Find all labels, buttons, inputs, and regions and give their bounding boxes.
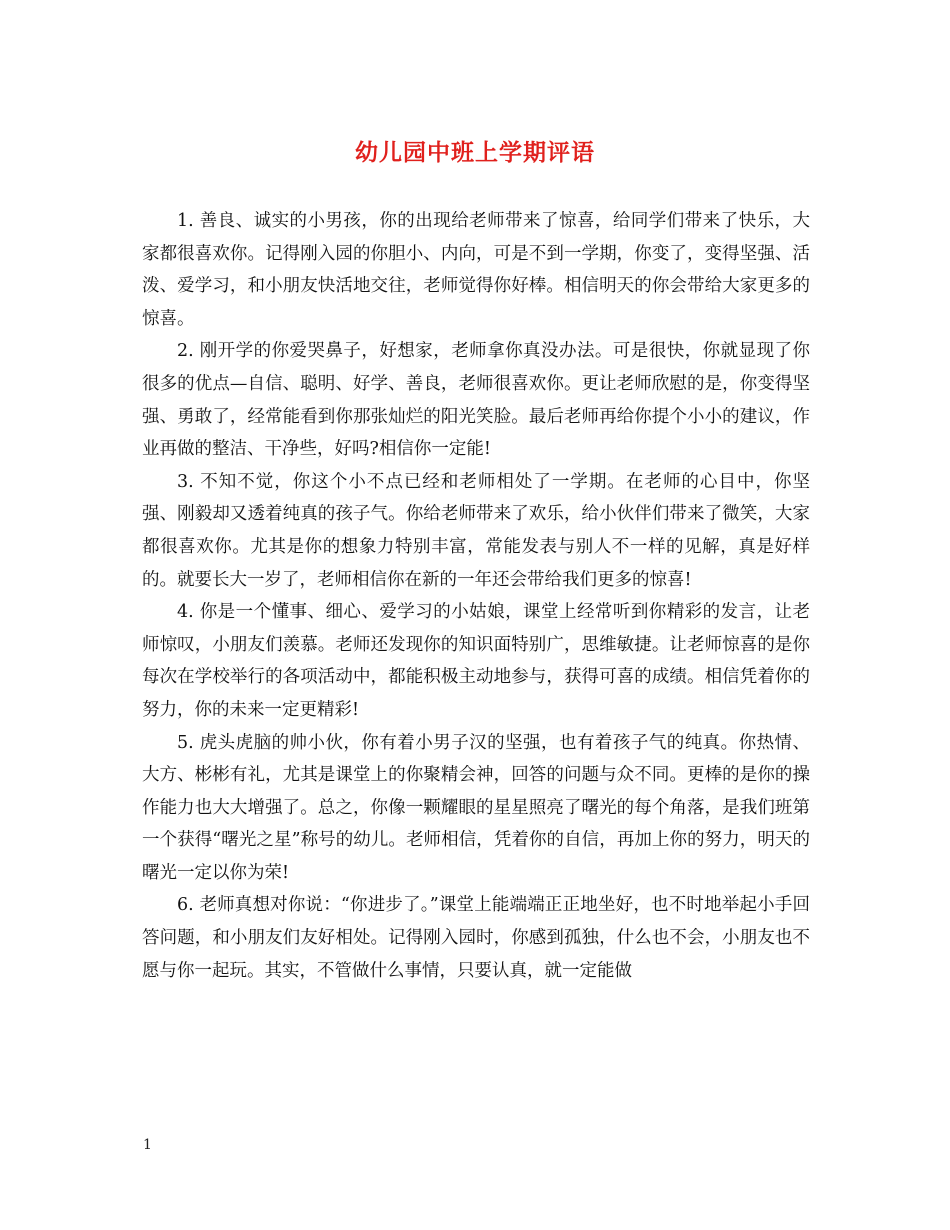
document-body (142, 205, 810, 987)
paragraph-4: 4. 你是一个懂事、细心、爱学习的小姑娘，课堂上经常听到你精彩的发言，让老师惊叹，小朋友们羡慕。老师还发现你的知识面特别广，思维敏捷。让老师惊喜的是你每次在学校举行的各项活动中，都能积极主动地参与，获得可喜的成绩。相信凭着你的努力，你的未来一定更精彩! (142, 602, 810, 720)
page-title: 幼儿园中班上学期评语 (355, 139, 595, 166)
paragraph-5: 5. 虎头虎脑的帅小伙，你有着小男子汉的坚强，也有着孩子气的纯真。你热情、大方、彬彬有礼，尤其是课堂上的你聚精会神，回答的问题与众不同。更棒的是你的操作能力也大大增强了。总之，你像一颗耀眼的星星照亮了曙光的每个角落，是我们班第一个获得“曙光之星”称号的幼儿。老师相信，凭着你的自信，再加上你的努力，明天的曙光一定以你为荣! (142, 732, 810, 883)
paragraph-6: 6. 老师真想对你说：“你进步了。”课堂上能端端正正地坐好，也不时地举起小手回答问题，和小朋友们友好相处。记得刚入园时，你感到孤独，什么也不会，小朋友也不愿与你一起玩。其实，不管做什么事情，只要认真，就一定能做 (142, 895, 810, 981)
paragraph-3: 3. 不知不觉，你这个小不点已经和老师相处了一学期。在老师的心目中，你坚强、刚毅却又透着纯真的孩子气。你给老师带来了欢乐，给小伙伴们带来了微笑，大家都很喜欢你。尤其是你的想象力特别丰富，常能发表与别人不一样的见解，真是好样的。就要长大一岁了，老师相信你在新的一年还会带给我们更多的惊喜! (142, 471, 810, 590)
paragraph-1: 1. 善良、诚实的小男孩，你的出现给老师带来了惊喜，给同学们带来了快乐，大家都很喜欢你。记得刚入园的你胆小、内向，可是不到一学期，你变了，变得坚强、活泼、爱学习，和小朋友快活地交往，老师觉得你好棒。相信明天的你会带给大家更多的惊喜。 (142, 211, 810, 329)
page-number: 1 (143, 1137, 152, 1153)
paragraph-2: 2. 刚开学的你爱哭鼻子，好想家，老师拿你真没办法。可是很快，你就显现了你很多的优点—自信、聪明、好学、善良，老师很喜欢你。更让老师欣慰的是，你变得坚强、勇敢了，经常能看到你那张灿烂的阳光笑脸。最后老师再给你提个小小的建议，作业再做的整洁、干净些，好吗?相信你一定能! (142, 341, 810, 460)
